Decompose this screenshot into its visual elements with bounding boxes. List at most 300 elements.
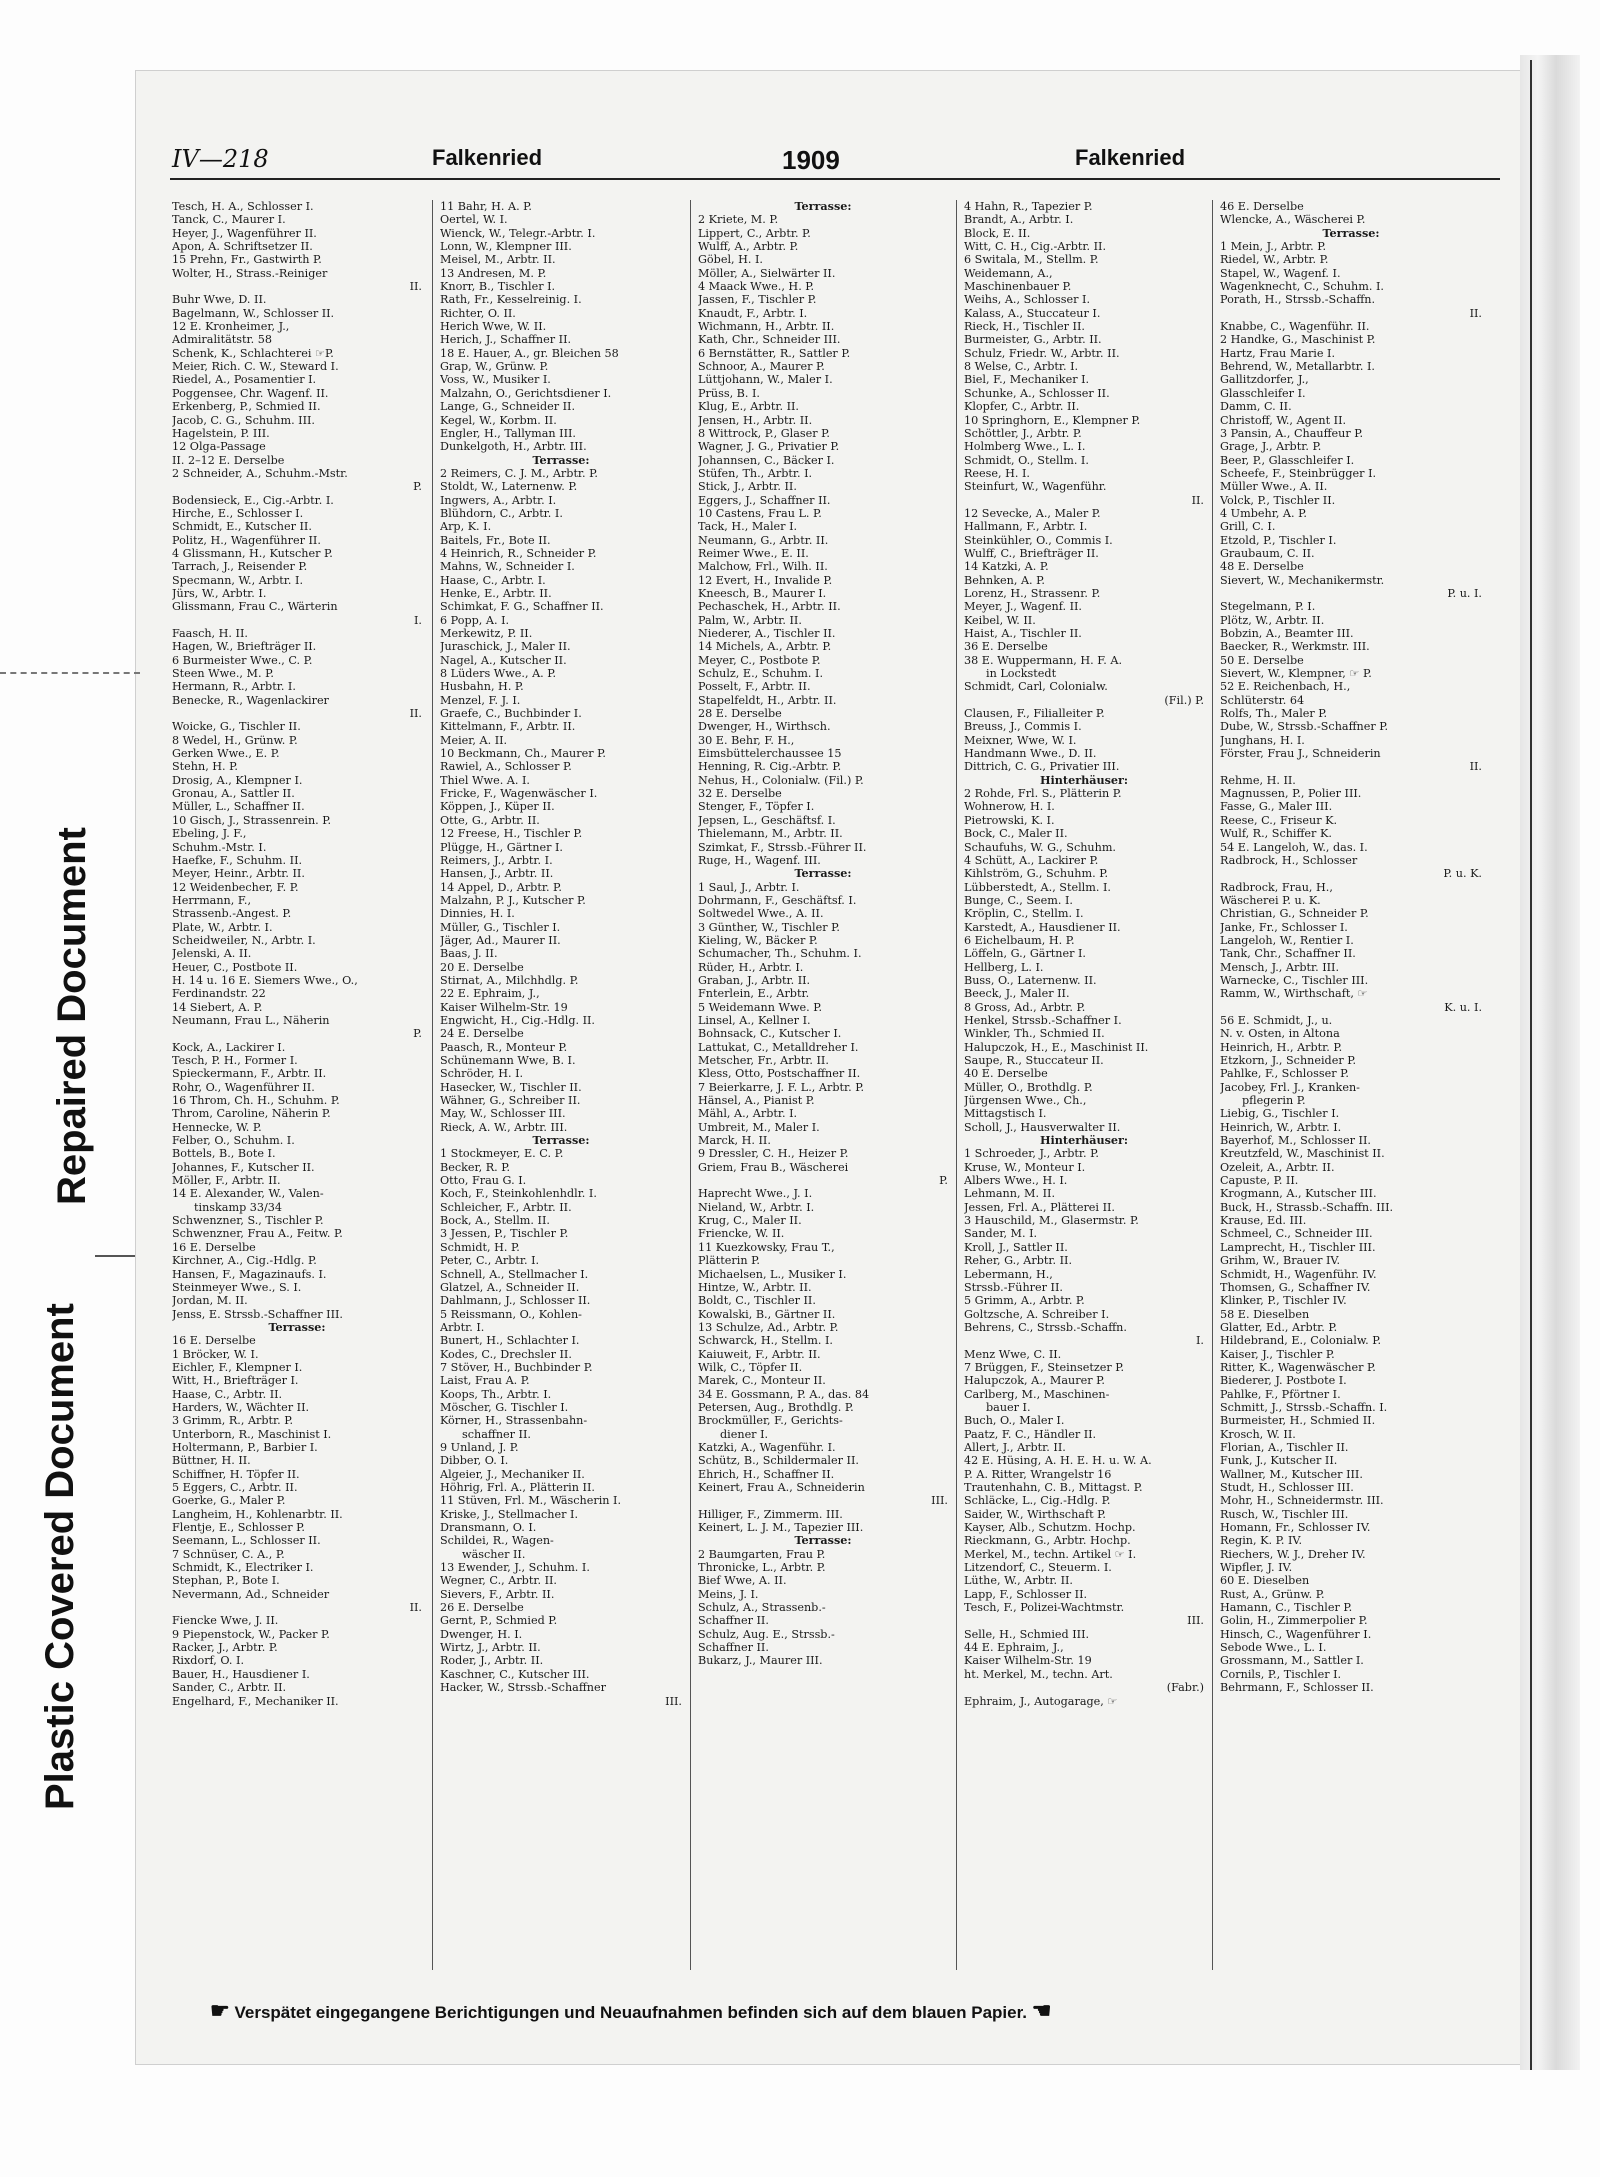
directory-entry: Jacob, C. G., Schuhm. III. (172, 413, 315, 427)
directory-entry: Boldt, C., Tischler II. (698, 1294, 816, 1308)
directory-entry: Engler, H., Tallyman III. (440, 426, 576, 440)
directory-entry: Krogmann, A., Kutscher III. (1220, 1187, 1377, 1201)
directory-entry: Schulz, E., Schuhm. I. (698, 667, 824, 681)
directory-entry: Bunge, C., Seem. I. (964, 893, 1073, 907)
directory-entry: 4 Glissmann, H., Kutscher P. (172, 546, 333, 560)
directory-entry: Mittagstisch I. (964, 1107, 1047, 1121)
directory-entry: P. u. K. (1443, 867, 1482, 881)
directory-entry: 36 E. Derselbe (964, 640, 1048, 654)
directory-entry: Wagner, J. G., Privatier P. (698, 440, 840, 454)
directory-entry: Schwarck, H., Stellm. I. (698, 1334, 833, 1348)
directory-entry: Baas, J. II. (440, 947, 498, 961)
directory-entry: Mohr, H., Schneidermstr. III. (1220, 1494, 1384, 1508)
directory-entry: Friencke, W. II. (698, 1227, 785, 1241)
directory-entry: Kröplin, C., Stellm. I. (964, 907, 1084, 921)
directory-entry: 8 Welse, C., Arbtr. I. (964, 360, 1079, 374)
directory-entry: Scholl, J., Hausverwalter II. (964, 1120, 1121, 1134)
directory-entry: Thronicke, L., Arbtr. P. (698, 1561, 826, 1575)
directory-entry: Szimkat, F., Strssb.-Führer II. (698, 840, 867, 854)
directory-entry: Flentje, E., Schlosser P. (172, 1521, 305, 1535)
footer-notice (210, 1998, 1051, 2024)
directory-entry: Rixdorf, O. I. (172, 1654, 245, 1668)
directory-entry: III. (665, 1694, 682, 1708)
directory-entry: Kodes, C., Drechsler II. (440, 1347, 572, 1361)
directory-entry: Grap, W., Grünw. P. (440, 360, 549, 374)
directory-entry: Buck, H., Strassb.-Schaffn. III. (1220, 1200, 1394, 1214)
directory-entry: 20 E. Derselbe (440, 960, 524, 974)
directory-entry: Hartz, Frau Marie I. (1220, 346, 1336, 360)
directory-entry: Schaufuhs, W. G., Schuhm. (964, 840, 1116, 854)
directory-entry: 5 Weidemann Wwe. P. (698, 1000, 823, 1014)
directory-entry: Admiralitätstr. 58 (172, 333, 272, 347)
directory-entry: 58 E. Dieselben (1220, 1307, 1310, 1321)
directory-entry: Capuste, P. II. (1220, 1174, 1299, 1188)
directory-entry: Glatzel, A., Schneider II. (440, 1280, 580, 1294)
directory-entry: 46 E. Derselbe (1220, 200, 1304, 213)
directory-entry: Lebermann, H., (964, 1267, 1053, 1281)
directory-entry: Ehrich, H., Schaffner II. (698, 1467, 835, 1481)
directory-entry: Engwicht, H., Cig.-Hdlg. II. (440, 1013, 595, 1027)
directory-entry: 4 Umbehr, A. P. (1220, 506, 1307, 520)
directory-entry: Haist, A., Tischler II. (964, 627, 1082, 640)
directory-entry: Dwenger, H., Wirthsch. (698, 720, 831, 734)
directory-entry: Poggensee, Chr. Wagenf. II. (172, 386, 329, 400)
directory-entry: Erkenberg, P., Schmied II. (172, 400, 321, 414)
directory-entry: Heinrich, W., Arbtr. I. (1220, 1120, 1342, 1134)
directory-entry: 44 E. Ephraim, J., (964, 1641, 1064, 1655)
directory-entry: Sebode Wwe., L. I. (1220, 1641, 1327, 1655)
directory-entry: Menz Wwe, C. II. (964, 1347, 1062, 1361)
directory-entry: 5 Grimm, A., Arbtr. P. (964, 1294, 1085, 1308)
directory-entry: Arbtr. I. (440, 1320, 485, 1334)
directory-entry: H. 14 u. 16 E. Siemers Wwe., O., (172, 973, 358, 987)
directory-entry: Albers Wwe., H. I. (964, 1174, 1068, 1188)
directory-entry: Kittelmann, F., Arbtr. II. (440, 720, 576, 734)
column-rule (690, 200, 691, 1970)
directory-entry: 4 Schütt, A., Lackirer P. (964, 853, 1099, 867)
directory-entry: 1 Mein, J., Arbtr. P. (1220, 240, 1327, 254)
directory-entry: Glatter, Ed., Arbtr. P. (1220, 1320, 1338, 1334)
directory-entry: Nieland, W., Arbtr. I. (698, 1200, 815, 1214)
directory-entry: 12 Sevecke, A., Maler P. (964, 506, 1101, 520)
directory-entry: Merkel, M., techn. Artikel ☞ I. (964, 1547, 1137, 1561)
directory-entry: 18 E. Hauer, A., gr. Bleichen 58 (440, 346, 619, 360)
directory-entry: Hirche, E., Schlosser I. (172, 506, 304, 520)
directory-entry: Steinkühler, O., Commis I. (964, 533, 1113, 547)
directory-entry: 3 Hauschild, M., Glasermstr. P. (964, 1214, 1139, 1228)
directory-entry: Steen Wwe., M. P. (172, 667, 274, 681)
directory-entry: Schünemann Wwe, B. I. (440, 1054, 576, 1067)
directory-entry: Förster, Frau J., Schneiderin (1220, 747, 1381, 761)
directory-entry: Scheidweiler, N., Arbtr. I. (172, 933, 316, 947)
directory-entry: Christian, G., Schneider P. (1220, 907, 1369, 921)
directory-entry: 40 E. Derselbe (964, 1067, 1048, 1081)
directory-entry: Benecke, R., Wagenlackirer (172, 693, 329, 707)
directory-entry: Saider, W., Wirthschaft P. (964, 1507, 1106, 1521)
directory-entry: Palm, W., Arbtr. II. (698, 613, 802, 627)
directory-entry: Kayser, Alb., Schutzm. Hochp. (964, 1521, 1136, 1535)
directory-entry: Schmidt, K., Electriker I. (172, 1561, 314, 1575)
directory-entry: 10 Castens, Frau L. P. (698, 506, 822, 520)
directory-entry: Regin, K. P. IV. (1220, 1534, 1303, 1548)
directory-entry: Studt, H., Schlosser III. (1220, 1481, 1354, 1494)
directory-entry: Weidemann, A., (964, 266, 1053, 280)
directory-entry: 9 Dressler, C. H., Heizer P. (698, 1147, 849, 1161)
directory-entry: Clausen, F., Filialleiter P. (964, 707, 1105, 721)
directory-entry: Schöttler, J., Arbtr. P. (964, 426, 1082, 440)
directory-entry: Roder, J., Arbtr. II. (440, 1654, 544, 1668)
directory-entry: Stenger, F., Töpfer I. (698, 800, 815, 814)
directory-entry: 26 E. Derselbe (440, 1601, 524, 1615)
directory-entry: 14 Appel, D., Arbtr. P. (440, 880, 562, 894)
directory-entry: Bohnsack, C., Kutscher I. (698, 1027, 842, 1041)
directory-entry: Sander, C., Arbtr. II. (172, 1681, 287, 1695)
directory-entry: Kowalski, B., Gärtner II. (698, 1307, 836, 1321)
directory-entry: Witt, C. H., Cig.-Arbtr. II. (964, 240, 1107, 254)
directory-entry: Paatz, F. C., Händler II. (964, 1427, 1097, 1441)
column-rule (956, 200, 957, 1970)
directory-entry: 50 E. Derselbe (1220, 653, 1304, 667)
footer-text: Verspätet eingegangene Berichtigungen und Neuaufnahmen befinden sich auf dem blauen Papier. (234, 2003, 1028, 2022)
directory-entry: 9 Unland, J. P. (440, 1440, 519, 1454)
directory-entry: Bief Wwe, A. II. (698, 1574, 787, 1588)
directory-entry: May, W., Schlosser III. (440, 1107, 566, 1121)
directory-entry: Gernt, P., Schmied P. (440, 1614, 558, 1628)
directory-entry: 10 Beckmann, Ch., Maurer P. (440, 747, 606, 761)
directory-entry: Bauer, H., Hausdiener I. (172, 1667, 310, 1681)
directory-entry: Bunert, H., Schlachter I. (440, 1334, 580, 1348)
directory-entry: Plügge, H., Gärtner I. (440, 840, 563, 854)
directory-entry: 14 E. Alexander, W., Valen- (172, 1187, 324, 1201)
directory-entry: 3 Pansin, A., Chauffeur P. (1220, 426, 1364, 440)
directory-entry: Liebig, G., Tischler I. (1220, 1107, 1340, 1121)
directory-entry: Rust, A., Grünw. P. (1220, 1587, 1325, 1601)
directory-entry: Haefke, F., Schuhm. II. (172, 853, 303, 867)
directory-entry: Jacobey, Frl. J., Kranken- (1220, 1080, 1360, 1094)
directory-entry: Stapelfeldt, H., Arbtr. II. (698, 693, 837, 707)
directory-entry: Plätterin P. (698, 1254, 760, 1268)
directory-entry: Junghans, H. I. (1220, 733, 1305, 747)
directory-entry: Wulf, R., Schiffer K. (1220, 827, 1332, 841)
directory-entry: 34 E. Gossmann, P. A., das. 84 (698, 1387, 870, 1401)
directory-entry: 24 E. Derselbe (440, 1027, 524, 1041)
directory-entry: Haprecht Wwe., J. I. (698, 1187, 813, 1201)
directory-entry: Wulff, C., Briefträger II. (964, 546, 1099, 560)
directory-entry: Dibber, O. I. (440, 1454, 509, 1468)
directory-entry: Nehus, H., Colonialw. (Fil.) P. (698, 773, 864, 787)
directory-entry: Maschinenbauer P. (964, 280, 1072, 294)
directory-entry: Schnell, A., Stellmacher I. (440, 1267, 589, 1281)
directory-entry: Steinmeyer Wwe., S. I. (172, 1280, 302, 1294)
directory-entry: Scheefe, F., Steinbrügger I. (1220, 466, 1377, 480)
directory-entry: Möller, F., Arbtr. II. (172, 1174, 281, 1188)
directory-entry: P. A. Ritter, Wrangelstr 16 (964, 1467, 1112, 1481)
directory-entry: 4 Heinrich, R., Schneider P. (440, 546, 597, 560)
directory-entry: Tack, H., Maler I. (698, 520, 798, 534)
directory-entry: Herrmann, F., (172, 893, 252, 907)
directory-entry: Schmidt, O., Stellm. I. (964, 453, 1089, 467)
page-number: IV—218 (172, 145, 269, 173)
directory-entry: Weihs, A., Schlosser I. (964, 293, 1091, 307)
directory-entry: Lübberstedt, A., Stellm. I. (964, 880, 1111, 894)
directory-entry: Jürs, W., Arbtr. I. (172, 586, 267, 600)
directory-entry: schaffner II. (462, 1427, 531, 1441)
directory-entry: Behrmann, F., Schlosser II. (1220, 1681, 1374, 1695)
directory-entry: Wlencke, A., Wäscherei P. (1220, 213, 1366, 227)
directory-entry: Meyer, J., Wagenf. II. (964, 600, 1082, 614)
directory-entry: Jessen, Frl. A., Plätterei II. (964, 1200, 1115, 1214)
directory-entry: pflegerin P. (1242, 1094, 1306, 1108)
directory-entry: Seemann, L., Schlosser II. (172, 1534, 321, 1548)
directory-entry: 9 Piepenstock, W., Packer P. (172, 1627, 330, 1641)
directory-entry: Kless, Otto, Postschaffner II. (698, 1067, 861, 1081)
directory-entry: Baecker, R., Werkmstr. III. (1220, 640, 1370, 654)
directory-entry: Rieck, A. W., Arbtr. III. (440, 1120, 568, 1134)
directory-entry: Neumann, Frau L., Näherin (172, 1013, 330, 1027)
directory-entry: Krug, C., Maler II. (698, 1214, 802, 1228)
directory-entry: Terrasse: (532, 453, 590, 467)
directory-entry: Stirnat, A., Milchhdlg. P. (440, 973, 579, 987)
directory-entry: Schildei, R., Wagen- (440, 1534, 554, 1548)
directory-entry: Mähl, A., Arbtr. I. (698, 1107, 798, 1121)
directory-entry: Rüder, H., Arbtr. I. (698, 960, 804, 974)
directory-entry: Fricke, F., Wagenwäscher I. (440, 787, 598, 801)
directory-entry: Fiencke Wwe, J. II. (172, 1614, 279, 1628)
directory-entry: II. (409, 280, 422, 294)
year-heading: 1909 (782, 145, 840, 175)
directory-entry: Radbrock, Frau, H., (1220, 880, 1333, 894)
binding-edge (1520, 55, 1580, 2070)
directory-entry: 56 E. Schmidt, J., u. (1220, 1013, 1333, 1027)
directory-entry: Tarrach, J., Reisender P. (172, 560, 308, 574)
directory-entry: Knabbe, C., Wagenführ. II. (1220, 320, 1370, 334)
directory-entry: Bagelmann, W., Schlosser II. (172, 306, 335, 320)
directory-entry: Becker, R. P. (440, 1160, 511, 1174)
directory-entry: Brandt, A., Arbtr. I. (964, 213, 1074, 227)
directory-entry: Pechaschek, H., Arbtr. II. (698, 600, 841, 614)
directory-entry: Schulz, Friedr. W., Arbtr. II. (964, 346, 1120, 360)
directory-entry: P. (939, 1174, 948, 1188)
dashed-divider (0, 672, 140, 674)
directory-entry: Nagel, A., Kutscher II. (440, 653, 567, 667)
directory-entry: Petersen, Aug., Brothdlg. P. (698, 1400, 854, 1414)
directory-entry: Hildebrand, E., Colonialw. P. (1220, 1334, 1382, 1348)
directory-entry: Rieckmann, G., Arbtr. Hochp. (964, 1534, 1131, 1548)
directory-entry: Thomsen, G., Schaffner IV. (1220, 1280, 1371, 1294)
directory-entry: Körner, H., Strassenbahn- (440, 1414, 588, 1428)
directory-entry: wäscher II. (462, 1547, 526, 1561)
directory-entry: Jassen, F., Tischler P. (698, 293, 817, 307)
directory-entry: Oertel, W. I. (440, 213, 508, 227)
directory-entry: Hinsch, C., Wagenführer I. (1220, 1627, 1372, 1641)
directory-entry: Juraschick, J., Maler II. (440, 640, 571, 654)
directory-entry: II. (1469, 306, 1482, 320)
directory-entry: 5 Reissmann, O., Kohlen- (440, 1307, 582, 1321)
directory-entry: Bottels, B., Bote I. (172, 1147, 276, 1161)
directory-entry: 2 Kriete, M. P. (698, 213, 779, 227)
directory-entry: Kruse, W., Monteur I. (964, 1160, 1086, 1174)
directory-entry: Koch, F., Steinkohlenhdlr. I. (440, 1187, 597, 1201)
directory-entry: Sievers, F., Arbtr. II. (440, 1587, 555, 1601)
directory-entry: 12 E. Kronheimer, J., (172, 320, 290, 334)
directory-entry: Bodensieck, E., Cig.-Arbtr. I. (172, 493, 334, 507)
directory-entry: Ingwers, A., Arbtr. I. (440, 493, 557, 507)
directory-entry: Hintze, W., Arbtr. II. (698, 1280, 812, 1294)
directory-entry: 6 Eichelbaum, H. P. (964, 933, 1075, 947)
directory-entry: Harders, W., Wächter II. (172, 1400, 310, 1414)
directory-entry: Burmeister, H., Schmied II. (1220, 1414, 1376, 1428)
directory-entry: Faasch, H. II. (172, 627, 248, 640)
directory-entry: Ephraim, J., Autogarage, ☞ (964, 1694, 1118, 1708)
directory-entry: 14 Katzki, A. P. (964, 560, 1049, 574)
directory-entry: Dittrich, C. G., Privatier III. (964, 760, 1120, 774)
directory-entry: Kieling, W., Bäcker P. (698, 933, 818, 947)
directory-entry: Burmeister, G., Arbtr. II. (964, 333, 1102, 347)
directory-entry: Hermann, R., Arbtr. I. (172, 680, 296, 694)
directory-entry: Reimers, J., Arbtr. I. (440, 853, 553, 867)
directory-entry: 8 Gross, Ad., Arbtr. P. (964, 1000, 1086, 1014)
directory-entry: in Lockstedt (986, 667, 1057, 681)
directory-entry: Pietrowski, K. I. (964, 813, 1055, 827)
directory-entry: Ebeling, J. F., (172, 827, 247, 841)
directory-entry: Rawiel, A., Schlosser P. (440, 760, 572, 774)
directory-entry: Plötz, W., Arbtr. II. (1220, 613, 1325, 627)
directory-entry: Henkel, Strssb.-Schaffner I. (964, 1013, 1122, 1027)
directory-entry: 1 Bröcker, W. I. (172, 1347, 259, 1361)
directory-entry: Kath, Chr., Schneider III. (698, 333, 841, 347)
directory-entry: Schulz, Aug. E., Strssb.- (698, 1627, 835, 1641)
directory-entry: 16 E. Derselbe (172, 1240, 256, 1254)
directory-entry: 2 Handke, G., Maschinist P. (1220, 333, 1376, 347)
directory-entry: Politz, H., Wagenführer II. (172, 533, 321, 547)
directory-entry: Rolfs, Th., Maler P. (1220, 707, 1328, 721)
directory-entry: Grage, J., Arbtr. P. (1220, 440, 1322, 454)
directory-entry: Gerken Wwe., E. P. (172, 747, 280, 761)
directory-entry: Kaiuweit, F., Arbtr. II. (698, 1347, 821, 1361)
directory-entry: Metscher, Fr., Arbtr. II. (698, 1054, 829, 1067)
column-rule (432, 200, 433, 1970)
directory-entry: Lehmann, M. II. (964, 1187, 1056, 1201)
directory-entry: Unterborn, R., Maschinist I. (172, 1427, 332, 1441)
directory-entry: Katzki, A., Wagenführ. I. (698, 1440, 836, 1454)
directory-entry: Stüfen, Th., Arbtr. I. (698, 466, 813, 480)
directory-entry: 8 Wedel, H., Grünw. P. (172, 733, 298, 747)
directory-entry: I. (1196, 1334, 1204, 1348)
directory-entry: Meyer, C., Postbote P. (698, 653, 821, 667)
directory-entry: Schumacher, Th., Schuhm. I. (698, 947, 862, 961)
directory-entry: Eimsbüttelerchaussee 15 (698, 747, 842, 761)
directory-entry: Bukarz, J., Maurer III. (698, 1654, 823, 1668)
directory-entry: Kegel, W., Korbm. II. (440, 413, 557, 427)
directory-entry: Grill, C. I. (1220, 520, 1276, 534)
directory-entry: Kneesch, B., Maurer I. (698, 586, 827, 600)
directory-entry: Breuss, J., Commis I. (964, 720, 1082, 734)
directory-entry: Jürgensen Wwe., Ch., (964, 1094, 1087, 1108)
directory-entry: Spieckermann, F., Arbtr. II. (172, 1067, 327, 1081)
directory-entry: Richter, O. II. (440, 306, 516, 320)
directory-entry: Mensch, J., Arbtr. III. (1220, 960, 1340, 974)
directory-entry: Hennecke, W. P. (172, 1120, 262, 1134)
directory-entry: Otto, Frau G. I. (440, 1174, 527, 1188)
directory-entry: 3 Günther, W., Tischler P. (698, 920, 840, 934)
directory-entry: Strassenb.-Angest. P. (172, 907, 292, 921)
directory-entry: Felber, O., Schuhm. I. (172, 1134, 295, 1148)
directory-entry: 38 E. Wuppermann, H. F. A. (964, 653, 1123, 667)
directory-entry: 48 E. Derselbe (1220, 560, 1304, 574)
directory-entry: Behrens, C., Strssb.-Schaffn. (964, 1320, 1127, 1334)
directory-entry: Dwenger, H. I. (440, 1627, 523, 1641)
directory-entry: Golin, H., Zimmerpolier P. (1220, 1614, 1368, 1628)
directory-entry: Graban, J., Arbtr. II. (698, 973, 811, 987)
directory-entry: Hacker, W., Strssb.-Schaffner (440, 1681, 606, 1695)
directory-entry: Hinterhäuser: (1039, 773, 1129, 787)
directory-entry: 6 Burmeister Wwe., C. P. (172, 653, 313, 667)
directory-entry: Lüttjohann, W., Maler I. (698, 373, 833, 387)
directory-entry: Jäger, Ad., Maurer II. (440, 933, 561, 947)
column-rule (1212, 200, 1213, 1970)
directory-entry: 12 Weidenbecher, F. P. (172, 880, 299, 894)
directory-entry: Radbrock, H., Schlosser (1220, 853, 1358, 867)
directory-entry: Kirchner, A., Cig.-Hdlg. P. (172, 1254, 317, 1268)
directory-entry: Wichmann, H., Arbtr. II. (698, 320, 835, 334)
directory-entry: 13 Ewender, J., Schuhm. I. (440, 1561, 590, 1575)
directory-entry: Göbel, H. I. (698, 253, 763, 267)
directory-entry: Kaiser Wilhelm-Str. 19 (440, 1000, 568, 1014)
directory-entry: Sander, M. I. (964, 1227, 1038, 1241)
directory-entry: Trautenhahn, C. B., Mittagst. P. (964, 1481, 1143, 1494)
directory-entry: Goltzsche, A. Schreiber I. (964, 1307, 1110, 1321)
directory-entry: Kihlström, G., Schuhm. P. (964, 867, 1109, 881)
directory-entry: Apon, A. Schriftsetzer II. (172, 240, 313, 254)
directory-entry: Terrasse: (794, 1534, 852, 1548)
directory-entry: Saupe, R., Stuccateur II. (964, 1054, 1104, 1067)
directory-entry: Schmidt, H., Wagenführ. IV. (1220, 1267, 1377, 1281)
directory-entry: Terrasse: (268, 1320, 326, 1334)
directory-entry: Lippert, C., Arbtr. P. (698, 226, 811, 240)
directory-entry: Lattukat, C., Metalldreher I. (698, 1040, 859, 1054)
directory-entry: 11 Stüven, Frl. M., Wäscherin I. (440, 1494, 622, 1508)
directory-entry: Schütz, B., Schildermaler II. (698, 1454, 859, 1468)
directory-entry: Wegner, C., Arbtr. II. (440, 1574, 557, 1588)
directory-entry: Meier, A. II. (440, 733, 508, 747)
directory-entry: Henning, R. Cig.-Arbtr. P. (698, 760, 842, 774)
directory-entry: Griem, Frau B., Wäscherei (698, 1160, 849, 1174)
directory-entry: 1 Schroeder, J., Arbtr. P. (964, 1147, 1099, 1161)
directory-entry: Funk, J., Kutscher II. (1220, 1454, 1338, 1468)
directory-entry: Stapel, W., Wagenf. I. (1220, 266, 1341, 280)
binding-line (1530, 60, 1532, 2070)
directory-entry: Hansen, J., Arbtr. II. (440, 867, 554, 881)
directory-entry: III. (1187, 1614, 1204, 1628)
directory-entry: Baitels, Fr., Bote II. (440, 533, 551, 547)
directory-entry: Ozeleit, A., Arbtr. II. (1220, 1160, 1335, 1174)
directory-entry: Arp, K. I. (440, 520, 492, 534)
directory-entry: 1 Saul, J., Arbtr. I. (698, 880, 800, 894)
directory-entry: Karstedt, A., Hausdiener II. (964, 920, 1121, 934)
directory-column-2 (440, 200, 682, 1970)
directory-entry: Sievert, W., Klempner, ☞ P. (1220, 667, 1372, 681)
directory-entry: Lamprecht, H., Tischler III. (1220, 1240, 1376, 1254)
directory-entry: Reese, H. I. (964, 466, 1030, 480)
directory-entry: Kaiser, J., Tischler P. (1220, 1347, 1335, 1361)
directory-entry: Riedel, A., Posamentier I. (172, 373, 317, 387)
directory-entry: Biel, F., Mechaniker I. (964, 373, 1090, 387)
directory-entry: Lange, G., Schneider II. (440, 400, 576, 414)
directory-entry: Buch, O., Maler I. (964, 1414, 1065, 1428)
directory-entry: Hilliger, F., Zimmerm. III. (698, 1507, 843, 1521)
directory-entry: 7 Beierkarre, J. F. L., Arbtr. P. (698, 1080, 865, 1094)
directory-entry: 3 Grimm, R., Arbtr. P. (172, 1414, 294, 1428)
